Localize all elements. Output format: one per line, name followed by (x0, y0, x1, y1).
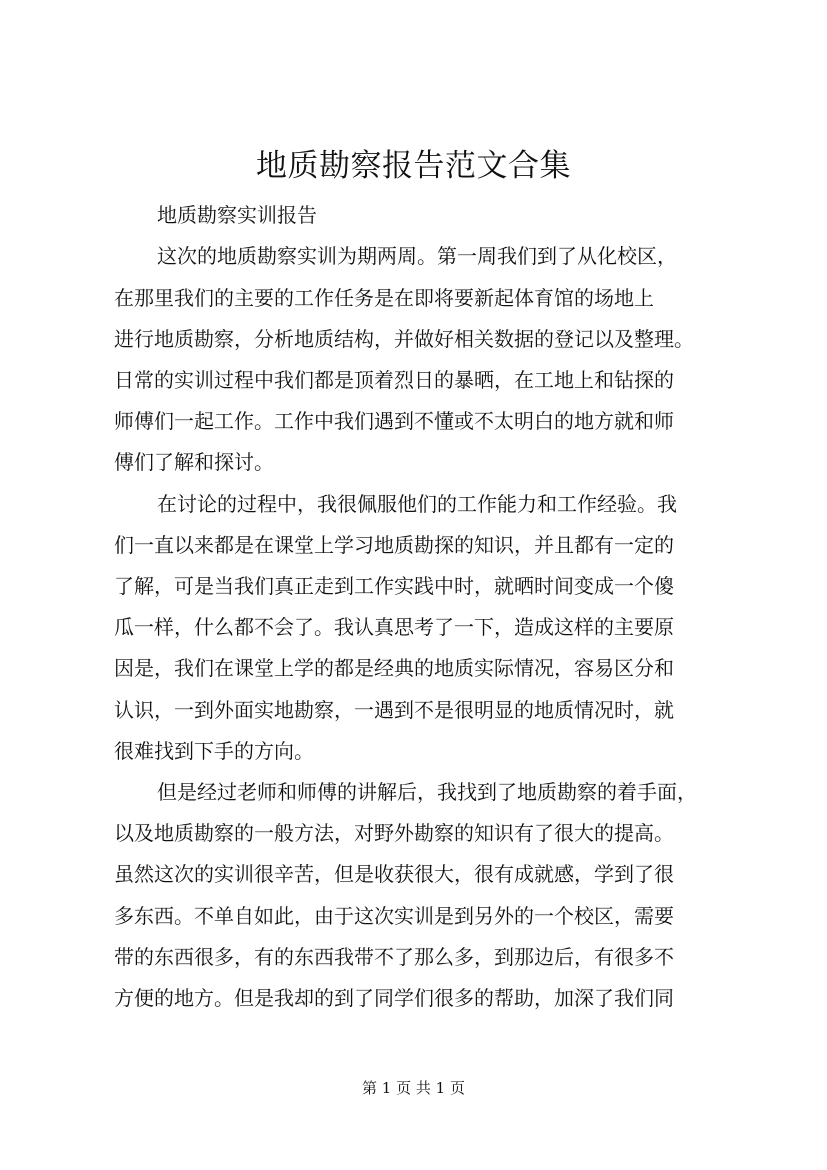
text-line: 很难找到下手的方向。 (114, 739, 314, 763)
text-line: 这次的地质勘察实训为期两周。第一周我们到了从化校区， (157, 244, 677, 268)
text-line: 进行地质勘察，分析地质结构，并做好相关数据的登记以及整理。 (114, 327, 694, 351)
text-line: 傅们了解和探讨。 (114, 450, 274, 474)
text-line: 多东西。不单自如此，由于这次实训是到另外的一个校区，需要 (114, 904, 674, 928)
text-line: 瓜一样，什么都不会了。我认真思考了一下，造成这样的主要原 (114, 615, 674, 639)
document-title: 地质勘察报告范文合集 (256, 148, 571, 184)
text-line: 认识，一到外面实地勘察，一遇到不是很明显的地质情况时，就 (114, 698, 674, 722)
text-line: 在那里我们的主要的工作任务是在即将要新起体育馆的场地上 (114, 286, 654, 310)
text-line: 方便的地方。但是我却的到了同学们很多的帮助，加深了我们同 (114, 986, 674, 1010)
text-line: 带的东西很多，有的东西我带不了那么多，到那边后，有很多不 (114, 945, 674, 969)
text-line: 们一直以来都是在课堂上学习地质勘探的知识，并且都有一定的 (114, 533, 674, 557)
text-line: 了解，可是当我们真正走到工作实践中时，就晒时间变成一个傻 (114, 574, 674, 598)
text-line: 虽然这次的实训很辛苦，但是收获很大，很有成就感，学到了很 (114, 862, 674, 886)
text-line: 日常的实训过程中我们都是顶着烈日的暴晒，在工地上和钻探的 (114, 368, 674, 392)
text-line: 因是，我们在课堂上学的都是经典的地质实际情况，容易区分和 (114, 656, 674, 680)
text-line: 在讨论的过程中，我很佩服他们的工作能力和工作经验。我 (157, 492, 677, 516)
text-line: 师傅们一起工作。工作中我们遇到不懂或不太明白的地方就和师 (114, 409, 674, 433)
document-subtitle: 地质勘察实训报告 (157, 203, 317, 227)
page-footer: 第 1 页 共 1 页 (362, 1079, 465, 1097)
text-line: 但是经过老师和师傅的讲解后，我找到了地质勘察的着手面， (157, 780, 697, 804)
text-line: 以及地质勘察的一般方法，对野外勘察的知识有了很大的提高。 (114, 821, 674, 845)
